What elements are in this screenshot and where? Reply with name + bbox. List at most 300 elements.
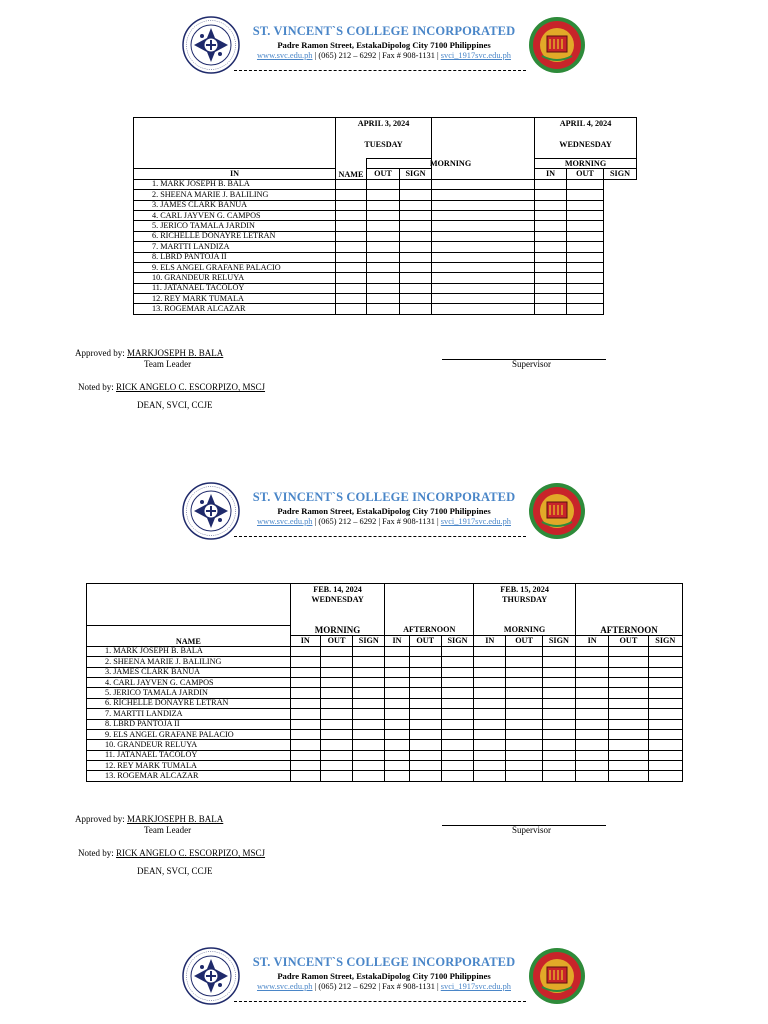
school-name: ST. VINCENT`S COLLEGE INCORPORATED [252, 24, 516, 38]
attendance-cell[interactable] [336, 273, 367, 283]
attendance-cell[interactable] [506, 677, 542, 687]
header-divider [234, 70, 526, 71]
student-name: 5. JERICO TAMALA JARDIN [134, 221, 336, 231]
student-name: 9. ELS ANGEL GRAFANE PALACIO [134, 262, 336, 272]
attendance-cell[interactable] [336, 294, 367, 304]
attendance-cell[interactable] [474, 698, 506, 708]
attendance-cell[interactable] [542, 698, 575, 708]
attendance-cell[interactable] [320, 771, 352, 781]
attendance-cell[interactable] [336, 304, 367, 314]
attendance-cell[interactable] [367, 304, 400, 314]
attendance-cell[interactable] [385, 657, 409, 667]
attendance-cell[interactable] [432, 304, 535, 314]
attendance-cell[interactable] [336, 200, 367, 210]
student-name: 12. REY MARK TUMALA [87, 761, 291, 771]
attendance-cell[interactable] [441, 677, 473, 687]
attendance-cell[interactable] [353, 646, 385, 656]
student-name: 8. LBRD PANTOJA II [87, 719, 291, 729]
attendance-cell[interactable] [320, 719, 352, 729]
morning-label-3: MORNING [290, 626, 385, 636]
attendance-cell[interactable] [385, 740, 409, 750]
attendance-cell[interactable] [567, 294, 604, 304]
attendance-cell[interactable] [353, 740, 385, 750]
attendance-cell[interactable] [542, 750, 575, 760]
attendance-cell[interactable] [535, 221, 567, 231]
attendance-cell[interactable] [535, 210, 567, 220]
attendance-cell[interactable] [542, 740, 575, 750]
noter-role: DEAN, SVCI, CCJE [137, 400, 213, 410]
attendance-cell[interactable] [441, 657, 473, 667]
phone-fax: | (065) 212 – 6292 | Fax # 908-1131 | [312, 517, 441, 526]
attendance-cell[interactable] [576, 740, 609, 750]
approver-name: MARKJOSEPH B. BALA [127, 348, 224, 358]
table-row [87, 740, 683, 750]
attendance-cell[interactable] [367, 252, 400, 262]
attendance-cell[interactable] [367, 179, 400, 189]
attendance-cell[interactable] [409, 667, 441, 677]
attendance-cell[interactable] [648, 729, 682, 739]
attendance-cell[interactable] [567, 231, 604, 241]
attendance-cell[interactable] [336, 283, 367, 293]
attendance-cell[interactable] [385, 771, 409, 781]
student-name: 1. MARK JOSEPH B. BALA [87, 646, 291, 656]
website-link[interactable]: www.svc.edu.ph [256, 517, 313, 526]
attendance-cell[interactable] [409, 719, 441, 729]
table-row [134, 283, 637, 293]
attendance-cell[interactable] [567, 221, 604, 231]
table-row [87, 761, 683, 771]
attendance-cell[interactable] [648, 709, 682, 719]
school-address: Padre Ramon Street, EstakaDipolog City 7100 Philippines [277, 971, 491, 981]
attendance-cell[interactable] [400, 210, 432, 220]
attendance-cell[interactable] [441, 761, 473, 771]
attendance-cell[interactable] [567, 190, 604, 200]
attendance-cell[interactable] [409, 646, 441, 656]
attendance-cell[interactable] [353, 698, 385, 708]
attendance-cell[interactable] [648, 771, 682, 781]
attendance-cell[interactable] [367, 200, 400, 210]
attendance-cell[interactable] [336, 242, 367, 252]
attendance-cell[interactable] [336, 221, 367, 231]
email-link[interactable]: svci_1917svc.edu.ph [440, 517, 511, 526]
attendance-cell[interactable] [353, 771, 385, 781]
attendance-cell[interactable] [320, 740, 352, 750]
svc-seal-icon [182, 947, 240, 1005]
attendance-cell[interactable] [400, 294, 432, 304]
attendance-cell[interactable] [432, 283, 535, 293]
attendance-cell[interactable] [385, 667, 409, 677]
attendance-cell[interactable] [400, 242, 432, 252]
attendance-table-feb: FEB. 14, 2024 WEDNESDAY FEB. 15, 2024 THURSDAY NAME MORNING AFTERNOON MORNING AFTERNOON IN OUT SIGN IN OUT SIGN IN OUT SIGN IN OUT SIGN 1. MARK JOSEPH B. BALA 2. SHEENA MARIE J. BALILING 3. JAMES CLARK BANUA 4. CARL JAYVEN G. CAMPOS 5. JERICO TAMALA JARDIN 6. RICHELLE DONAYRE LETRAN 7. MARTTI LANDIZA 8. LBRD PANTOJA II 9. ELS ANGEL GRAFANE PALACIO 10. GRANDEUR RELUYA 11. JATANAEL TACOLOY 12. REY MARK TUMALA 13. ROGEMAR ALCAZAR [86, 583, 683, 782]
student-name: 13. ROGEMAR ALCAZAR [134, 304, 336, 314]
attendance-cell[interactable] [400, 252, 432, 262]
noter-name: RICK ANGELO C. ESCORPIZO, MSCJ [116, 848, 266, 858]
attendance-cell[interactable] [576, 667, 609, 677]
website-link[interactable]: www.svc.edu.ph [256, 51, 313, 60]
attendance-cell[interactable] [535, 283, 567, 293]
attendance-cell[interactable] [474, 657, 506, 667]
attendance-table-april: APRIL 3, 2024 TUESDAY APRIL 4, 2024 WEDNESDAY NAME MORNING MORNING IN OUT SIGN IN OUT SIGN 1. MARK JOSEPH B. BALA 2. SHEENA MARIE J. BALILING 3. JAMES CLARK BANUA 4. CARL JAYVEN G. CAMPOS 5. JERICO TAMALA JARDIN 6. RICHELLE DONAYRE LETRAN 7. MARTTI LANDIZA 8. LBRD PANTOJA II 9. ELS ANGEL GRAFANE PALACIO 10. GRANDEUR RELUYA 11. JATANAEL TACOLOY 12. REY MARK TUMALA 13. ROGEMAR ALCAZAR [133, 117, 637, 315]
table-row [87, 657, 683, 667]
attendance-cell[interactable] [535, 200, 567, 210]
attendance-cell[interactable] [320, 729, 352, 739]
attendance-cell[interactable] [441, 646, 473, 656]
attendance-cell[interactable] [576, 688, 609, 698]
noted-by: Noted by: RICK ANGELO C. ESCORPIZO, MSCJ [78, 382, 266, 392]
student-name: 13. ROGEMAR ALCAZAR [87, 771, 291, 781]
attendance-cell[interactable] [576, 698, 609, 708]
attendance-cell[interactable] [320, 709, 352, 719]
attendance-cell[interactable] [290, 688, 320, 698]
attendance-cell[interactable] [320, 677, 352, 687]
attendance-cell[interactable] [535, 273, 567, 283]
attendance-cell[interactable] [353, 667, 385, 677]
attendance-cell[interactable] [648, 719, 682, 729]
attendance-cell[interactable] [576, 657, 609, 667]
attendance-cell[interactable] [648, 761, 682, 771]
school-contact [230, 51, 538, 60]
attendance-cell[interactable] [609, 719, 648, 729]
attendance-cell[interactable] [353, 709, 385, 719]
attendance-cell[interactable] [320, 667, 352, 677]
attendance-cell[interactable] [385, 646, 409, 656]
attendance-cell[interactable] [535, 262, 567, 272]
attendance-cell[interactable] [400, 231, 432, 241]
attendance-cell[interactable] [353, 729, 385, 739]
school-address: Padre Ramon Street, EstakaDipolog City 7100 Philippines [277, 506, 491, 516]
email-link[interactable]: svci_1917svc.edu.ph [440, 51, 511, 60]
afternoon-label-1: AFTERNOON [385, 626, 474, 636]
attendance-cell[interactable] [474, 761, 506, 771]
attendance-cell[interactable] [409, 761, 441, 771]
criminology-seal-icon [528, 16, 586, 74]
attendance-cell[interactable] [474, 771, 506, 781]
attendance-cell[interactable] [290, 646, 320, 656]
attendance-cell[interactable] [576, 677, 609, 687]
table-row [87, 719, 683, 729]
attendance-cell[interactable] [474, 709, 506, 719]
attendance-cell[interactable] [400, 304, 432, 314]
attendance-cell[interactable] [609, 750, 648, 760]
attendance-cell[interactable] [290, 657, 320, 667]
attendance-cell[interactable] [474, 677, 506, 687]
attendance-cell[interactable] [609, 657, 648, 667]
attendance-cell[interactable] [432, 273, 535, 283]
attendance-cell[interactable] [609, 667, 648, 677]
letterhead [0, 947, 768, 1024]
approver-name: MARKJOSEPH B. BALA [127, 814, 224, 824]
attendance-cell[interactable] [432, 179, 535, 189]
attendance-cell[interactable] [648, 698, 682, 708]
attendance-cell[interactable] [542, 709, 575, 719]
morning-label-4: MORNING [474, 626, 576, 636]
attendance-cell[interactable] [336, 190, 367, 200]
attendance-cell[interactable] [441, 750, 473, 760]
attendance-cell[interactable] [385, 719, 409, 729]
attendance-cell[interactable] [609, 709, 648, 719]
attendance-cell[interactable] [432, 294, 535, 304]
attendance-cell[interactable] [400, 200, 432, 210]
attendance-cell[interactable] [474, 750, 506, 760]
attendance-cell[interactable] [432, 262, 535, 272]
attendance-cell[interactable] [535, 294, 567, 304]
attendance-cell[interactable] [290, 750, 320, 760]
attendance-cell[interactable] [609, 740, 648, 750]
attendance-cell[interactable] [609, 698, 648, 708]
attendance-cell[interactable] [576, 709, 609, 719]
attendance-cell[interactable] [542, 719, 575, 729]
attendance-cell[interactable] [367, 242, 400, 252]
table-row [87, 646, 683, 656]
attendance-cell[interactable] [367, 294, 400, 304]
attendance-cell[interactable] [320, 761, 352, 771]
attendance-cell[interactable] [506, 729, 542, 739]
attendance-cell[interactable] [609, 646, 648, 656]
attendance-cell[interactable] [385, 761, 409, 771]
attendance-cell[interactable] [474, 740, 506, 750]
attendance-cell[interactable] [320, 646, 352, 656]
attendance-cell[interactable] [400, 221, 432, 231]
attendance-cell[interactable] [542, 729, 575, 739]
attendance-cell[interactable] [409, 729, 441, 739]
attendance-cell[interactable] [320, 698, 352, 708]
attendance-cell[interactable] [474, 646, 506, 656]
supervisor-role: Supervisor [512, 359, 551, 369]
student-name: 2. SHEENA MARIE J. BALILING [134, 190, 336, 200]
attendance-cell[interactable] [567, 304, 604, 314]
table-row [134, 200, 637, 210]
attendance-cell[interactable] [290, 729, 320, 739]
attendance-cell[interactable] [474, 688, 506, 698]
attendance-cell[interactable] [385, 750, 409, 760]
attendance-cell[interactable] [290, 719, 320, 729]
noted-by: Noted by: RICK ANGELO C. ESCORPIZO, MSCJ [78, 848, 266, 858]
attendance-cell[interactable] [506, 657, 542, 667]
attendance-cell[interactable] [400, 283, 432, 293]
attendance-cell[interactable] [290, 740, 320, 750]
attendance-cell[interactable] [353, 677, 385, 687]
attendance-cell[interactable] [441, 667, 473, 677]
table-row [87, 698, 683, 708]
attendance-cell[interactable] [648, 740, 682, 750]
attendance-cell[interactable] [336, 252, 367, 262]
attendance-cell[interactable] [567, 283, 604, 293]
attendance-cell[interactable] [367, 190, 400, 200]
attendance-cell[interactable] [385, 677, 409, 687]
attendance-cell[interactable] [353, 688, 385, 698]
attendance-cell[interactable] [400, 190, 432, 200]
attendance-cell[interactable] [609, 771, 648, 781]
attendance-cell[interactable] [353, 657, 385, 667]
attendance-cell[interactable] [567, 179, 604, 189]
attendance-cell[interactable] [367, 283, 400, 293]
attendance-cell[interactable] [567, 262, 604, 272]
school-contact [230, 517, 538, 526]
attendance-cell[interactable] [409, 677, 441, 687]
student-name: 12. REY MARK TUMALA [134, 294, 336, 304]
attendance-cell[interactable] [336, 179, 367, 189]
attendance-cell[interactable] [400, 273, 432, 283]
attendance-cell[interactable] [648, 688, 682, 698]
attendance-cell[interactable] [535, 242, 567, 252]
attendance-cell[interactable] [535, 252, 567, 262]
attendance-cell[interactable] [506, 688, 542, 698]
attendance-cell[interactable] [385, 709, 409, 719]
attendance-cell[interactable] [385, 729, 409, 739]
attendance-cell[interactable] [576, 646, 609, 656]
attendance-cell[interactable] [648, 677, 682, 687]
student-name: 2. SHEENA MARIE J. BALILING [87, 657, 291, 667]
attendance-cell[interactable] [336, 210, 367, 220]
attendance-cell[interactable] [367, 221, 400, 231]
attendance-cell[interactable] [542, 761, 575, 771]
attendance-cell[interactable] [542, 646, 575, 656]
attendance-cell[interactable] [506, 761, 542, 771]
student-name: 4. CARL JAYVEN G. CAMPOS [87, 677, 291, 687]
attendance-cell[interactable] [441, 719, 473, 729]
attendance-cell[interactable] [506, 771, 542, 781]
attendance-cell[interactable] [409, 688, 441, 698]
attendance-cell[interactable] [542, 771, 575, 781]
attendance-cell[interactable] [576, 729, 609, 739]
date-header-3: FEB. 14, 2024 WEDNESDAY [290, 584, 385, 626]
attendance-cell[interactable] [648, 667, 682, 677]
table-row [87, 709, 683, 719]
attendance-cell[interactable] [609, 761, 648, 771]
attendance-cell[interactable] [367, 231, 400, 241]
attendance-cell[interactable] [609, 677, 648, 687]
attendance-cell[interactable] [290, 709, 320, 719]
attendance-cell[interactable] [400, 262, 432, 272]
attendance-cell[interactable] [542, 677, 575, 687]
attendance-cell[interactable] [336, 231, 367, 241]
attendance-cell[interactable] [336, 262, 367, 272]
attendance-cell[interactable] [400, 179, 432, 189]
student-name: 7. MARTTI LANDIZA [87, 709, 291, 719]
table-row [134, 273, 637, 283]
attendance-cell[interactable] [432, 210, 535, 220]
attendance-cell[interactable] [567, 252, 604, 262]
attendance-cell[interactable] [542, 667, 575, 677]
attendance-cell[interactable] [648, 750, 682, 760]
attendance-cell[interactable] [535, 231, 567, 241]
attendance-cell[interactable] [576, 750, 609, 760]
attendance-cell[interactable] [320, 750, 352, 760]
noter-role: DEAN, SVCI, CCJE [137, 866, 213, 876]
student-name: 10. GRANDEUR RELUYA [134, 273, 336, 283]
attendance-cell[interactable] [441, 698, 473, 708]
attendance-cell[interactable] [567, 273, 604, 283]
attendance-cell[interactable] [576, 761, 609, 771]
attendance-cell[interactable] [290, 761, 320, 771]
attendance-cell[interactable] [506, 667, 542, 677]
table-row [134, 242, 637, 252]
attendance-cell[interactable] [367, 262, 400, 272]
attendance-cell[interactable] [648, 646, 682, 656]
attendance-cell[interactable] [367, 273, 400, 283]
attendance-cell[interactable] [567, 210, 604, 220]
attendance-cell[interactable] [320, 688, 352, 698]
attendance-cell[interactable] [409, 698, 441, 708]
header-divider [234, 536, 526, 537]
attendance-cell[interactable] [432, 221, 535, 231]
attendance-cell[interactable] [609, 729, 648, 739]
student-name: 5. JERICO TAMALA JARDIN [87, 688, 291, 698]
attendance-cell[interactable] [353, 750, 385, 760]
letterhead [0, 16, 768, 96]
attendance-cell[interactable] [441, 740, 473, 750]
attendance-cell[interactable] [441, 729, 473, 739]
attendance-cell[interactable] [441, 688, 473, 698]
attendance-cell[interactable] [506, 709, 542, 719]
attendance-cell[interactable] [474, 667, 506, 677]
student-name: 9. ELS ANGEL GRAFANE PALACIO [87, 729, 291, 739]
attendance-cell[interactable] [576, 719, 609, 729]
attendance-cell[interactable] [320, 657, 352, 667]
attendance-cell[interactable] [353, 761, 385, 771]
attendance-cell[interactable] [576, 771, 609, 781]
attendance-cell[interactable] [409, 709, 441, 719]
attendance-cell[interactable] [409, 740, 441, 750]
approved-by: Approved by: MARKJOSEPH B. BALA [75, 348, 224, 358]
attendance-cell[interactable] [506, 750, 542, 760]
attendance-cell[interactable] [353, 719, 385, 729]
attendance-cell[interactable] [290, 667, 320, 677]
attendance-cell[interactable] [567, 200, 604, 210]
school-address: Padre Ramon Street, EstakaDipolog City 7100 Philippines [277, 40, 491, 50]
attendance-cell[interactable] [542, 688, 575, 698]
attendance-cell[interactable] [409, 750, 441, 760]
attendance-cell[interactable] [542, 657, 575, 667]
attendance-cell[interactable] [290, 771, 320, 781]
date-header-4: FEB. 15, 2024 THURSDAY [474, 584, 576, 626]
attendance-cell[interactable] [474, 719, 506, 729]
attendance-cell[interactable] [441, 709, 473, 719]
attendance-cell[interactable] [441, 771, 473, 781]
attendance-cell[interactable] [535, 179, 567, 189]
attendance-cell[interactable] [535, 190, 567, 200]
attendance-cell[interactable] [367, 210, 400, 220]
attendance-cell[interactable] [432, 242, 535, 252]
attendance-cell[interactable] [648, 657, 682, 667]
attendance-cell[interactable] [409, 771, 441, 781]
attendance-cell[interactable] [385, 688, 409, 698]
table-row [87, 771, 683, 781]
email-link[interactable]: svci_1917svc.edu.ph [440, 982, 511, 991]
attendance-cell[interactable] [506, 698, 542, 708]
attendance-cell[interactable] [609, 688, 648, 698]
student-name: 8. LBRD PANTOJA II [134, 252, 336, 262]
attendance-cell[interactable] [385, 698, 409, 708]
attendance-cell[interactable] [506, 646, 542, 656]
attendance-cell[interactable] [432, 252, 535, 262]
attendance-cell[interactable] [432, 200, 535, 210]
attendance-cell[interactable] [409, 657, 441, 667]
attendance-cell[interactable] [567, 242, 604, 252]
attendance-cell[interactable] [506, 740, 542, 750]
table-row [134, 304, 637, 314]
website-link[interactable]: www.svc.edu.ph [256, 982, 313, 991]
attendance-cell[interactable] [290, 698, 320, 708]
attendance-cell[interactable] [432, 190, 535, 200]
table-row [134, 190, 637, 200]
attendance-cell[interactable] [535, 304, 567, 314]
attendance-cell[interactable] [474, 729, 506, 739]
attendance-cell[interactable] [290, 677, 320, 687]
attendance-cell[interactable] [506, 719, 542, 729]
table-row [134, 210, 637, 220]
attendance-cell[interactable] [432, 231, 535, 241]
